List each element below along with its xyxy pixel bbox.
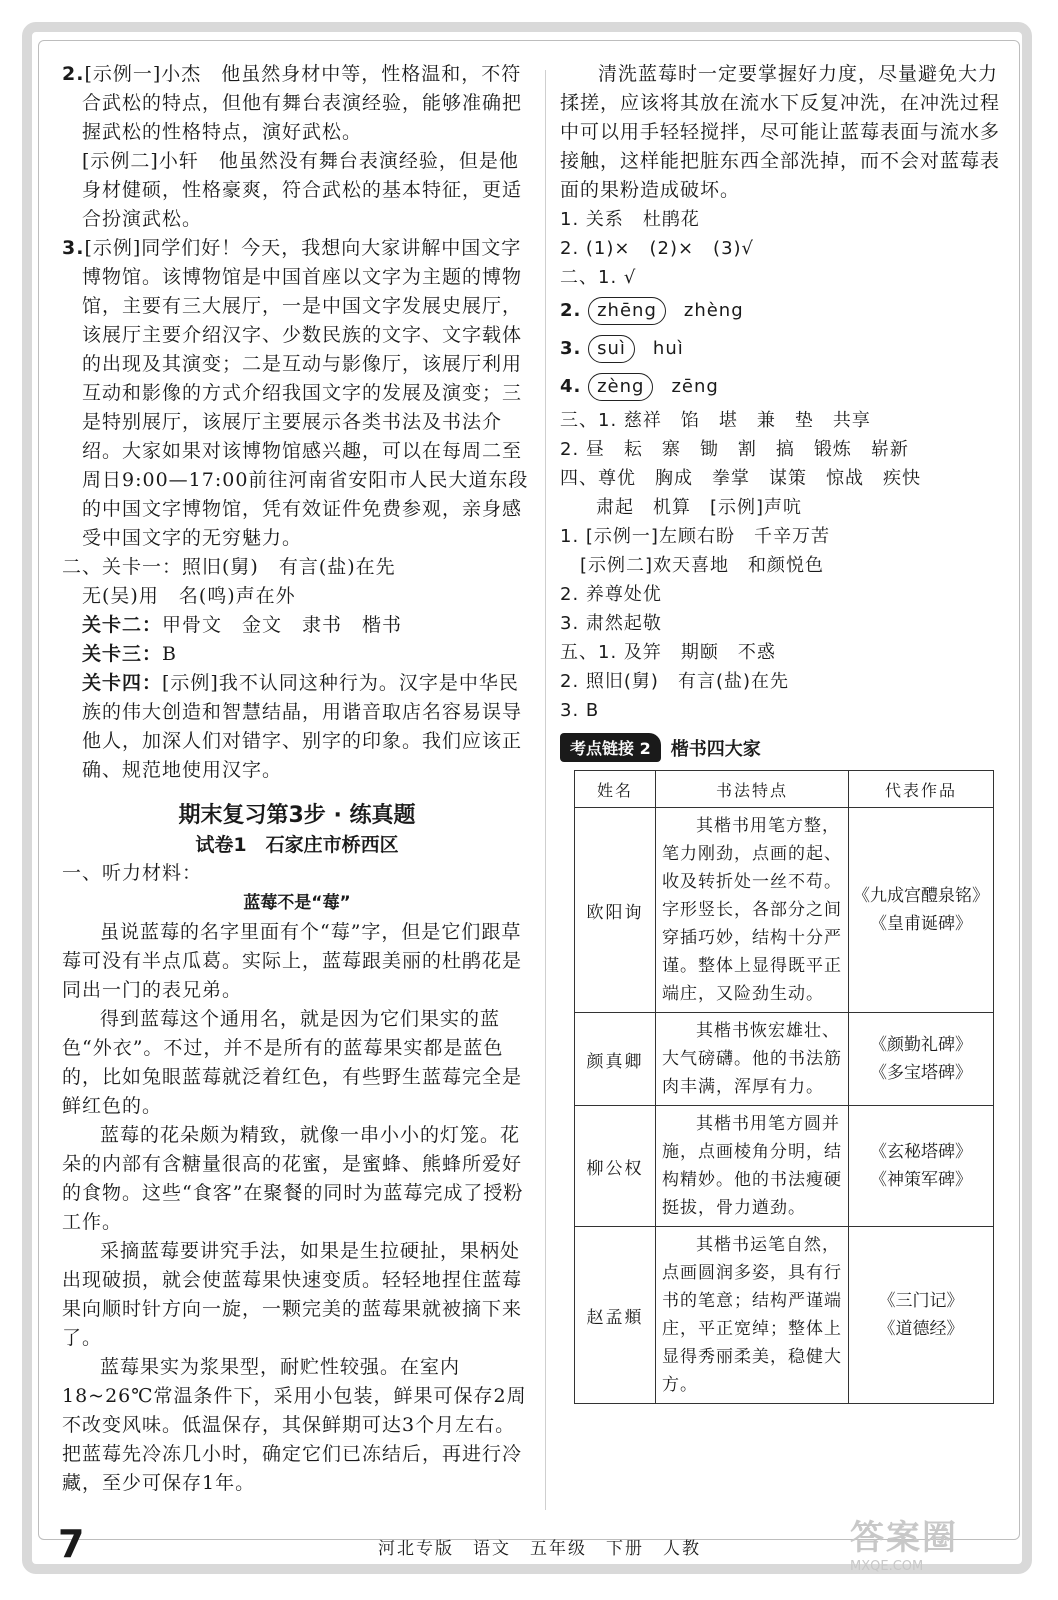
- section-4-answer-1: 1. [示例一]左顾右盼 千辛万苦: [560, 526, 830, 547]
- article-title: 蓝莓不是“莓”: [243, 893, 351, 913]
- circled-pinyin: zhēng: [588, 297, 666, 325]
- calligraphy-feature: 其楷书用笔方整，笔力刚劲，点画的起、收及转折处一丝不苟。字形竖长，各部分之间穿插巧妙，结构十分严谨。整体上显得既平正端庄，又险劲生动。: [656, 808, 849, 1013]
- section-4-line-1: 四、尊优 胸成 拳掌 谋策 惊战 疾快: [560, 468, 921, 489]
- representative-works: 《玄秘塔碑》 《神策军碑》: [849, 1106, 994, 1227]
- section-2-line-2: 无(吴)用 名(鸣)声在外: [82, 585, 296, 607]
- table-row: [575, 808, 994, 1013]
- section-4-answer-3: 3. 肃然起敬: [560, 613, 662, 634]
- calligraphy-feature: 其楷书用笔方圆并施，点画棱角分明，结构精妙。他的书法瘦硬挺拔，骨力遒劲。: [656, 1106, 849, 1227]
- table-header-row: [575, 771, 994, 808]
- section-title: 期末复习第3步 · 练真题: [178, 803, 416, 828]
- section-3-answer-2: 2. 昼 耘 寨 锄 割 搞 锻炼 崭新: [560, 439, 909, 460]
- answer-2-example-1: 2.[示例一]小杰 他虽然身材中等，性格温和，不符合武松的特点，但他有舞台表演经验，能够准确把握武松的性格特点，演好武松。: [62, 63, 523, 143]
- section-2-level-3: 关卡三：B: [82, 643, 177, 665]
- listening-label: 一、听力材料：: [62, 862, 203, 884]
- calligraphy-feature: 其楷书恢宏雄壮、大气磅礴。他的书法筋肉丰满，浑厚有力。: [656, 1013, 849, 1106]
- answer-2: 2. (1)× (2)× (3)√: [560, 238, 755, 259]
- page-number: 7: [58, 1522, 85, 1566]
- column-divider: [545, 70, 546, 1510]
- calligrapher-name: 柳公权: [575, 1106, 656, 1227]
- section-5-answer-2: 2. 照旧(舅) 有言(盐)在先: [560, 671, 789, 692]
- circled-pinyin: suì: [588, 335, 635, 363]
- left-column: [62, 60, 532, 1498]
- representative-works: 《九成宫醴泉铭》 《皇甫诞碑》: [849, 808, 994, 1013]
- watermark-title: 答案圈: [850, 1518, 958, 1558]
- answer-3: 3.[示例]同学们好！今天，我想向大家讲解中国文字博物馆。该博物馆是中国首座以文字为主题的博物馆，主要有三大展厅，一是中国文字发展史展厅，该展厅主要介绍汉字、少数民族的文字、文字载体的出现及其演变；二是互动与影像厅，该展厅利用互动和影像的方式介绍我国文字的发展及演变；三是特别展厅，该展厅主要展示各类书法及书法介绍。大家如果对该博物馆感兴趣，可以在每周二至周日9:00—17:00前往河南省安阳市人民大道东段的中国文字博物馆，凭有效证件免费参观，亲身感受中国文字的无穷魅力。: [62, 237, 529, 549]
- answer-3-text: [示例]同学们好！今天，我想向大家讲解中国文字博物馆。该博物馆是中国首座以文字为主题的博物馆，主要有三大展厅，一是中国文字发展史展厅，该展厅主要介绍汉字、少数民族的文字、文字载体的出现及其演变；二是互动与影像厅，该展厅利用互动和影像的方式介绍我国文字的发展及演变；三是特别展厅，该展厅主要展示各类书法及书法介绍。大家如果对该博物馆感兴趣，可以在每周二至周日9:00—17:00前往河南省安阳市人民大道东段的中国文字博物馆，凭有效证件免费参观，亲身感受中国文字的无穷魅力。: [82, 237, 529, 549]
- article-paragraph-6: 清洗蓝莓时一定要掌握好力度，尽量避免大力揉搓，应该将其放在流水下反复冲洗，在冲洗过程中可以用手轻轻搅拌，尽可能让蓝莓表面与流水多接触，这样能把脏东西全部洗掉，而不会对蓝莓表面的果粉造成破坏。: [560, 63, 1001, 201]
- calligraphy-feature: 其楷书运笔自然，点画圆润多姿，具有行书的笔意；结构严谨端庄，平正宽绰；整体上显得秀丽柔美，稳健大方。: [656, 1227, 849, 1404]
- knowledge-link-badge: 考点链接 2: [560, 733, 661, 762]
- calligraphy-table: [574, 770, 994, 1404]
- calligrapher-name: 赵孟頫: [575, 1227, 656, 1404]
- section-4-line-2: 肃起 机算 [示例]声吭: [596, 497, 803, 518]
- exam-paper-title: 试卷1 石家庄市桥西区: [195, 834, 399, 856]
- pinyin-answer-4: 4. zèng zēng: [560, 368, 1000, 406]
- table-row: [575, 1106, 994, 1227]
- article-paragraph-4: 采摘蓝莓要讲究手法，如果是生拉硬扯，果柄处出现破损，就会使蓝莓果快速变质。轻轻地捏住蓝莓果向顺时针方向一旋，一颗完美的蓝莓果就被摘下来了。: [62, 1240, 523, 1349]
- table-row: [575, 1227, 994, 1404]
- article-paragraph-1: 虽说蓝莓的名字里面有个“莓”字，但是它们跟草莓可没有半点瓜葛。实际上，蓝莓跟美丽的杜鹃花是同出一门的表兄弟。: [62, 921, 523, 1001]
- calligrapher-name: 欧阳询: [575, 808, 656, 1013]
- representative-works: 《颜勤礼碑》 《多宝塔碑》: [849, 1013, 994, 1106]
- table-header: 书法特点: [656, 771, 849, 808]
- footer-book-info: 河北专版 语文 五年级 下册 人教: [378, 1539, 701, 1559]
- representative-works: 《三门记》 《道德经》: [849, 1227, 994, 1404]
- table-row: [575, 1013, 994, 1106]
- answer-2-example-2: [示例二]小轩 他虽然没有舞台表演经验，但是他身材健硕，性格豪爽，符合武松的基本特征，更适合扮演武松。: [82, 150, 523, 230]
- knowledge-link-title: 楷书四大家: [670, 738, 761, 760]
- article-paragraph-2: 得到蓝莓这个通用名，就是因为它们果实的蓝色“外衣”。不过，并不是所有的蓝莓果实都是蓝色的，比如兔眼蓝莓就泛着红色，有些野生蓝莓完全是鲜红色的。: [62, 1008, 523, 1117]
- section-4-answer-2: 2. 养尊处优: [560, 584, 662, 605]
- table-header: 姓名: [575, 771, 656, 808]
- table-header: 代表作品: [849, 771, 994, 808]
- knowledge-link-tag: [560, 733, 761, 762]
- watermark-logo: [850, 1510, 958, 1574]
- section-2-level-2: 关卡二：甲骨文 金文 隶书 楷书: [82, 614, 403, 636]
- answer-1: 1. 关系 杜鹃花: [560, 209, 700, 230]
- pinyin-answer-3: 3. suì huì: [560, 330, 1000, 368]
- section-2-line-1: 二、关卡一：照旧(舅) 有言(盐)在先: [62, 556, 396, 578]
- right-column: [560, 60, 1000, 1404]
- section-2-answer-1: 二、1. √: [560, 267, 637, 288]
- circled-pinyin: zèng: [588, 373, 653, 401]
- section-4-answer-1b: [示例二]欢天喜地 和颜悦色: [580, 555, 825, 576]
- section-5-answer-3: 3. B: [560, 700, 600, 721]
- section-5-answer-1: 五、1. 及笄 期颐 不惑: [560, 642, 776, 663]
- pinyin-answer-2: 2. zhēng zhèng: [560, 292, 1000, 330]
- article-paragraph-5: 蓝莓果实为浆果型，耐贮性较强。在室内18~26℃常温条件下，采用小包装，鲜果可保存2周不改变风味。低温保存，其保鲜期可达3个月左右。把蓝莓先冷冻几小时，确定它们已冻结后，再进行冷藏，至少可保存1年。: [62, 1356, 527, 1494]
- answer-2-ex1-text: [示例一]小杰 他虽然身材中等，性格温和，不符合武松的特点，但他有舞台表演经验，能够准确把握武松的性格特点，演好武松。: [82, 63, 523, 143]
- section-2-level-4: 关卡四：[示例]我不认同这种行为。汉字是中华民族的伟大创造和智慧结晶，用谐音取店名容易误导他人，加深人们对错字、别字的印象。我们应该正确、规范地使用汉字。: [82, 672, 523, 781]
- watermark-url: MXQE.COM: [850, 1559, 924, 1574]
- calligrapher-name: 颜真卿: [575, 1013, 656, 1106]
- article-paragraph-3: 蓝莓的花朵颇为精致，就像一串小小的灯笼。花朵的内部有含糖量很高的花蜜，是蜜蜂、熊蜂所爱好的食物。这些“食客”在聚餐的同时为蓝莓完成了授粉工作。: [62, 1124, 524, 1233]
- section-3-answer-1: 三、1. 慈祥 馅 堪 兼 垫 共享: [560, 410, 871, 431]
